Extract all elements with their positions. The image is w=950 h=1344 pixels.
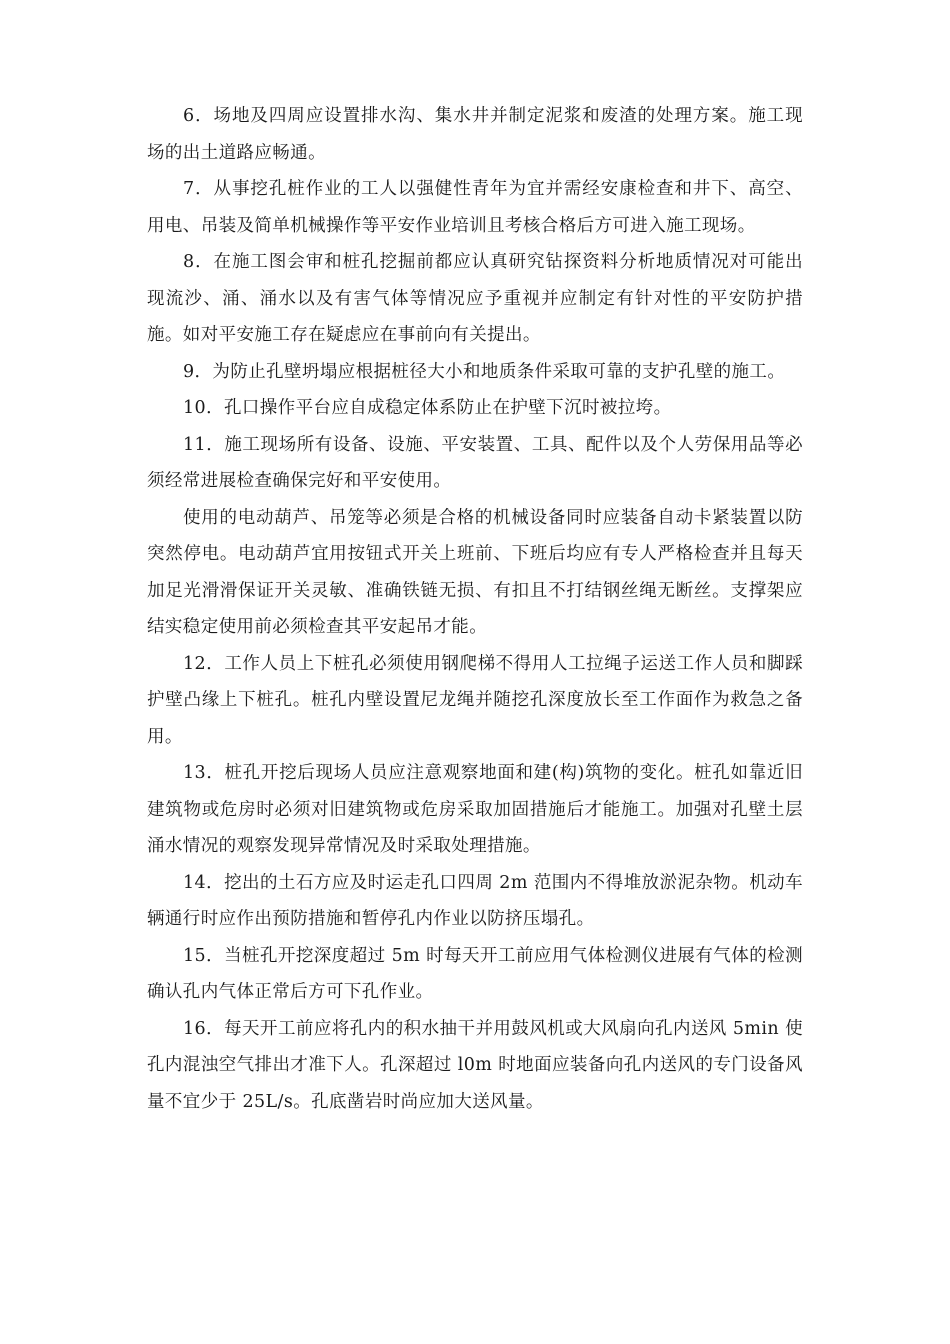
paragraph-9: 9．为防止孔壁坍塌应根据桩径大小和地质条件采取可靠的支护孔壁的施工。 (183, 361, 786, 382)
paragraph-7: 7．从事挖孔桩作业的工人以强健性青年为宜并需经安康检查和井下、高空、用电、吊装及简单机械操作等平安作业培训且考核合格后方可进入施工现场。 (147, 179, 803, 236)
paragraph-8: 8．在施工图会审和桩孔挖掘前都应认真研究钻探资料分析地质情况对可能出现流沙、涌、涌水以及有害气体等情况应予重视并应制定有针对性的平安防护措施。如对平安施工存在疑虑应在事前向有关提出。 (147, 252, 803, 345)
paragraph-10: 10．孔口操作平台应自成稳定体系防止在护壁下沉时被拉垮。 (183, 398, 672, 418)
paragraph-11: 11．施工现场所有设备、设施、平安装置、工具、配件以及个人劳保用品等必须经常进展检查确保完好和平安使用。 (147, 434, 803, 491)
paragraph-14: 14．挖出的土石方应及时运走孔口四周 2m 范围内不得堆放淤泥杂物。机动车辆通行时应作出预防措施和暂停孔内作业以防挤压塌孔。 (147, 872, 803, 929)
paragraph-11-continued: 使用的电动葫芦、吊笼等必须是合格的机械设备同时应装备自动卡紧装置以防突然停电。电动葫芦宜用按钮式开关上班前、下班后均应有专人严格检查并且每天加足光滑滑保证开关灵敏、准确铁链无损、有扣且不打结钢丝绳无断丝。支撑架应结实稳定使用前必须检查其平安起吊才能。 (147, 507, 803, 637)
paragraph-15: 15．当桩孔开挖深度超过 5m 时每天开工前应用气体检测仪进展有气体的检测确认孔内气体正常后方可下孔作业。 (147, 945, 803, 1002)
document-body (147, 98, 803, 1120)
paragraph-13: 13．桩孔开挖后现场人员应注意观察地面和建(构)筑物的变化。桩孔如靠近旧建筑物或危房时必须对旧建筑物或危房采取加固措施后才能施工。加强对孔壁土层涌水情况的观察发现异常情况及时采取处理措施。 (147, 763, 803, 856)
paragraph-12: 12．工作人员上下桩孔必须使用钢爬梯不得用人工拉绳子运送工作人员和脚踩护壁凸缘上下桩孔。桩孔内壁设置尼龙绳并随挖孔深度放长至工作面作为救急之备用。 (147, 653, 803, 747)
paragraph-6: 6．场地及四周应设置排水沟、集水井并制定泥浆和废渣的处理方案。施工现场的出土道路应畅通。 (147, 106, 803, 163)
paragraph-16: 16．每天开工前应将孔内的积水抽干并用鼓风机或大风扇向孔内送风 5min 使孔内混浊空气排出才准下人。孔深超过 l0m 时地面应装备向孔内送风的专门设备风量不宜少于 25L/s。孔底凿岩时尚应加大送风量。 (147, 1018, 803, 1112)
